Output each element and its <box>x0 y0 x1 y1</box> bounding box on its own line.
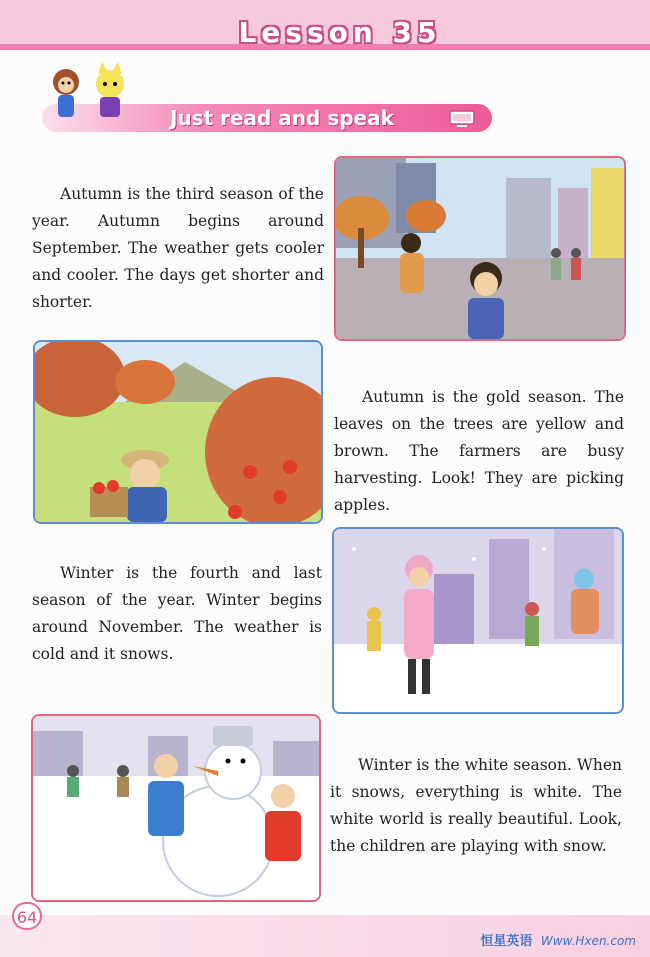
page-number: 64 <box>12 902 42 930</box>
paragraph-winter-white: Winter is the white season. When it snows, everything is white. The white world is really beautiful. Look, the children are playing with snow. <box>330 756 622 855</box>
computer-icon <box>447 110 477 128</box>
paragraph-autumn-gold: Autumn is the gold season. The leaves on the trees are yellow and brown. The farmers are busy harvesting. Look! They are picking apples. <box>334 388 624 514</box>
paragraph-winter-intro: Winter is the fourth and last season of the year. Winter begins around November. The weather is cold and it snows. <box>32 564 322 663</box>
snowman-illustration <box>31 714 321 902</box>
watermark-url[interactable]: Www.Hxen.com <box>540 934 636 948</box>
apple-harvest-illustration <box>33 340 323 524</box>
watermark <box>480 930 636 949</box>
autumn-city-illustration <box>334 156 626 341</box>
lesson-title: Lesson 35 <box>238 16 442 49</box>
watermark-brand: 恒星英语 <box>480 934 533 949</box>
section-title: Just read and speak <box>170 106 394 130</box>
monkey-and-cat-mascots-icon <box>42 62 137 122</box>
paragraph-autumn-intro: Autumn is the third season of the year. Autumn begins around September. The weather gets cooler and cooler. The days get shorter and shorter. <box>32 185 324 311</box>
winter-street-illustration <box>332 527 624 714</box>
